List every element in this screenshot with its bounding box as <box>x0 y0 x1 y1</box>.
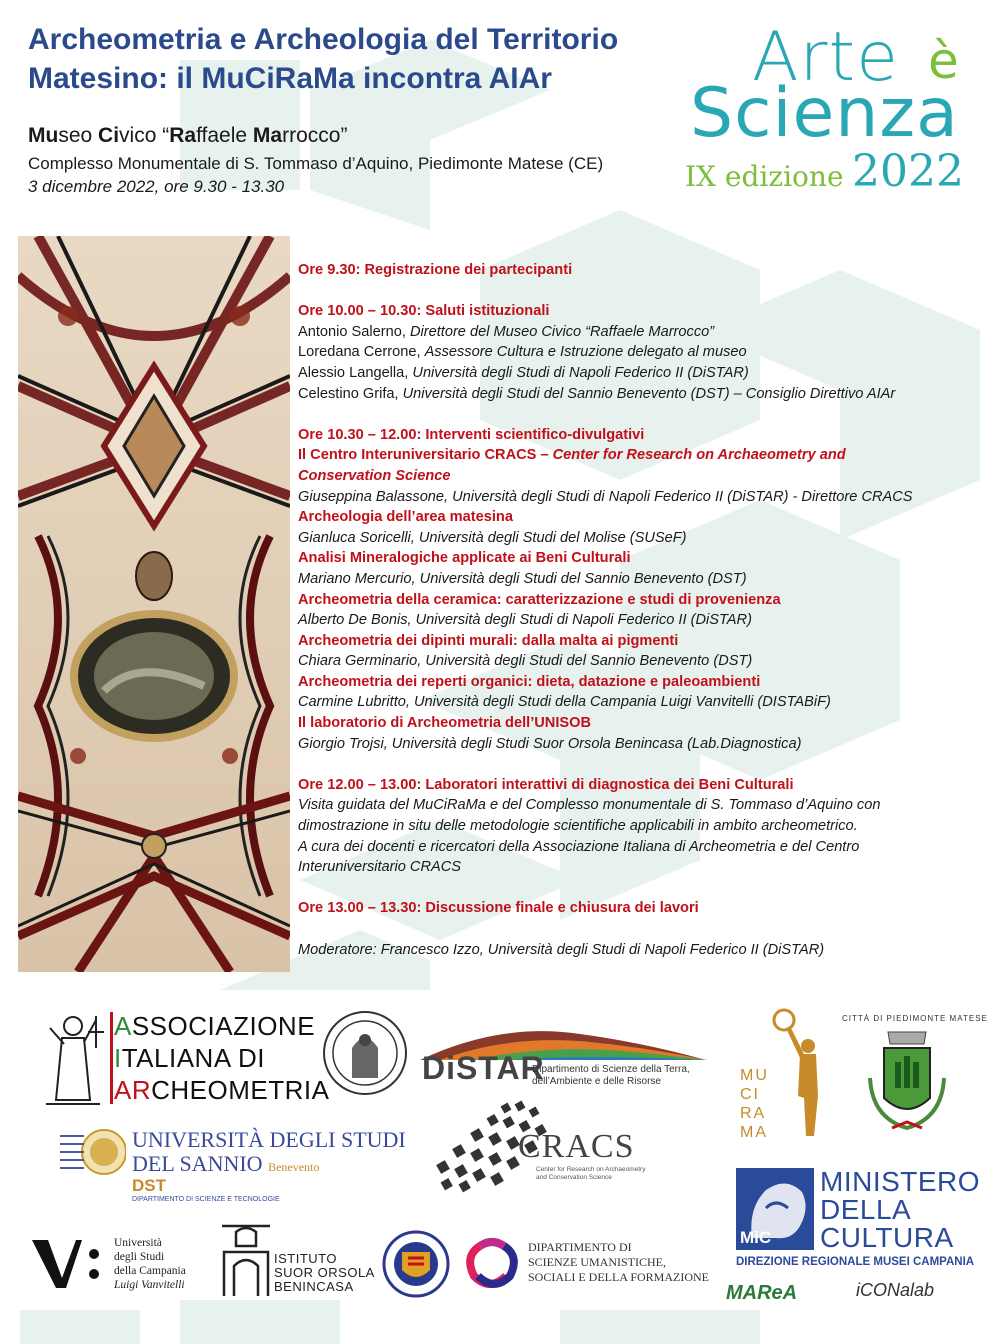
federico-ii-seal-icon <box>322 1010 408 1096</box>
talk-speaker: Giuseppina Balassone, Università degli Studi di Napoli Federico II (DiSTAR) - Direttore CRACS <box>298 488 913 505</box>
logo-word-e: è <box>928 32 959 90</box>
session-description-line: dimostrazione in situ delle metodologie scientifiche applicabili in ambito archeometrico. <box>298 818 858 835</box>
mucirama-logo: MU CI RA MA <box>730 1006 830 1146</box>
session-chiusura-title: Ore 13.00 – 13.30: Discussione finale e chiusura dei lavori <box>298 900 699 917</box>
unimol-seal-icon <box>382 1230 450 1298</box>
iconalab-logo: iCONalab <box>856 1280 935 1300</box>
talk-title-cont: Conservation Science <box>298 467 451 484</box>
session-saluti-title: Ore 10.00 – 10.30: Saluti istituzionali <box>298 303 550 320</box>
talk-speaker: Carmine Lubritto, Università degli Studi della Campania Luigi Vanvitelli (DISTABiF) <box>298 694 831 711</box>
session-interventi <box>298 425 988 755</box>
cracs-logo: CRACS Center for Research on Archaeometry and Conservation Science <box>432 1100 652 1220</box>
talk-title: Archeologia dell’area matesina <box>298 509 513 526</box>
event-date: 3 dicembre 2022, ore 9.30 - 13.30 <box>28 177 285 196</box>
aiar-logo: ASSOCIAZIONE ITALIANA DI ARCHEOMETRIA <box>40 1008 310 1108</box>
speaker-row: Alessio Langella, Università degli Studi di Napoli Federico II (DiSTAR) <box>298 364 749 381</box>
session-registration-title: Ore 9.30: Registrazione dei partecipanti <box>298 262 573 278</box>
dipsu-knot-icon <box>460 1236 524 1294</box>
venue-name: Museo Civico “Raffaele Marrocco” <box>28 124 348 147</box>
talk-title: Archeometria dei reperti organici: dieta, datazione e paleoambienti <box>298 673 761 690</box>
speaker-row: Celestino Grifa, Università degli Studi del Sannio Benevento (DST) – Consiglio Direttivo AIAr <box>298 385 896 402</box>
title-line-2: Matesino: il MuCiRaMa incontra AIAr <box>28 62 552 95</box>
logo-year: 2022 <box>852 146 964 197</box>
talk-title: Archeometria dei dipinti murali: dalla malta ai pigmenti <box>298 632 679 649</box>
session-description-line: Interuniversitario CRACS <box>298 859 462 876</box>
talk-title: Archeometria della ceramica: caratterizzazione e studi di provenienza <box>298 591 781 608</box>
program-schedule <box>298 260 988 960</box>
unisannio-seal-icon <box>60 1126 126 1178</box>
talk-speaker: Mariano Mercurio, Università degli Studi del Sannio Benevento (DST) <box>298 570 747 587</box>
talk-speaker: Giorgio Trojsi, Università degli Studi Suor Orsola Benincasa (Lab.Diagnostica) <box>298 735 802 752</box>
vanvitelli-v-icon <box>30 1236 102 1292</box>
aiar-figure-icon <box>40 1008 106 1108</box>
speaker-row: Antonio Salerno, Direttore del Museo Civico “Raffaele Marrocco” <box>298 323 715 340</box>
session-description-line: A cura dei docenti e ricercatori della Associazione Italiana di Archeometria e del Centro <box>298 838 860 855</box>
unisannio-logo: UNIVERSITÀ DEGLI STUDI DEL SANNIO Benevento DST DIPARTIMENTO DI SCIENZE E TECNOLOGIE <box>60 1126 400 1206</box>
logo-edition: IX edizione <box>685 160 844 193</box>
fresco-ceiling-image <box>18 236 290 972</box>
title-line-1: Archeometria e Archeologia del Territorio <box>28 23 619 56</box>
crest-shield-icon <box>862 1028 952 1138</box>
marea-logo: MAReA <box>726 1282 798 1304</box>
session-interventi-title: Ore 10.30 – 12.00: Interventi scientifico-divulgativi <box>298 426 645 443</box>
speaker-row: Loredana Cerrone, Assessore Cultura e Istruzione delegato al museo <box>298 344 747 361</box>
talk-title: Il laboratorio di Archeometria dell’UNISOB <box>298 715 592 732</box>
session-description-line: Visita guidata del MuCiRaMa e del Complesso monumentale di S. Tommaso d’Aquino con <box>298 797 881 814</box>
talk-speaker: Alberto De Bonis, Università degli Studi di Napoli Federico II (DiSTAR) <box>298 612 752 629</box>
talk-title: Il Centro Interuniversitario CRACS – Center for Research on Archaeometry and <box>298 447 846 464</box>
talk-title: Analisi Mineralogiche applicate ai Beni Culturali <box>298 550 631 567</box>
distar-logo: DiSTAR Dipartimento di Scienze della Terra, dell’Ambiente e delle Risorse <box>420 1020 710 1100</box>
session-laboratori-title: Ore 12.00 – 13.00: Laboratori interattivi di diagnostica dei Beni Culturali <box>298 776 794 793</box>
partner-logos <box>0 1000 1008 1344</box>
arte-e-scienza-logo <box>680 18 990 208</box>
page-title <box>28 20 678 98</box>
venue-place: Complesso Monumentale di S. Tommaso d’Aquino, Piedimonte Matese (CE) <box>28 154 604 173</box>
unisob-logo: ISTITUTO SUOR ORSOLA BENINCASA <box>220 1222 370 1306</box>
talk-speaker: Gianluca Soricelli, Università degli Studi del Molise (SUSeF) <box>298 529 687 546</box>
session-laboratori <box>298 775 988 878</box>
moderator: Moderatore: Francesco Izzo, Università degli Studi di Napoli Federico II (DiSTAR) <box>298 941 825 958</box>
dip-scienze-umanistiche-logo: DIPARTIMENTO DI SCIENZE UMANISTICHE, SOCIALI E DELLA FORMAZIONE <box>460 1236 710 1300</box>
logo-word-scienza: Scienza <box>690 74 959 153</box>
mucirama-statue-icon <box>770 1006 830 1140</box>
ministero-cultura-logo: MiC MINISTERO DELLA CULTURA DIREZIONE REGIONALE MUSEI CAMPANIA <box>736 1166 981 1268</box>
vanvitelli-logo: Università degli Studi della Campania Luigi Vanvitelli <box>30 1232 210 1302</box>
logo-word-arte: Arte <box>752 18 899 97</box>
talk-speaker: Chiara Germinario, Università degli Studi del Sannio Benevento (DST) <box>298 653 753 670</box>
citta-piedimonte-crest: CITTÀ DI PIEDIMONTE MATESE <box>842 1014 972 1144</box>
unisob-building-icon <box>220 1222 272 1298</box>
session-saluti <box>298 301 988 404</box>
